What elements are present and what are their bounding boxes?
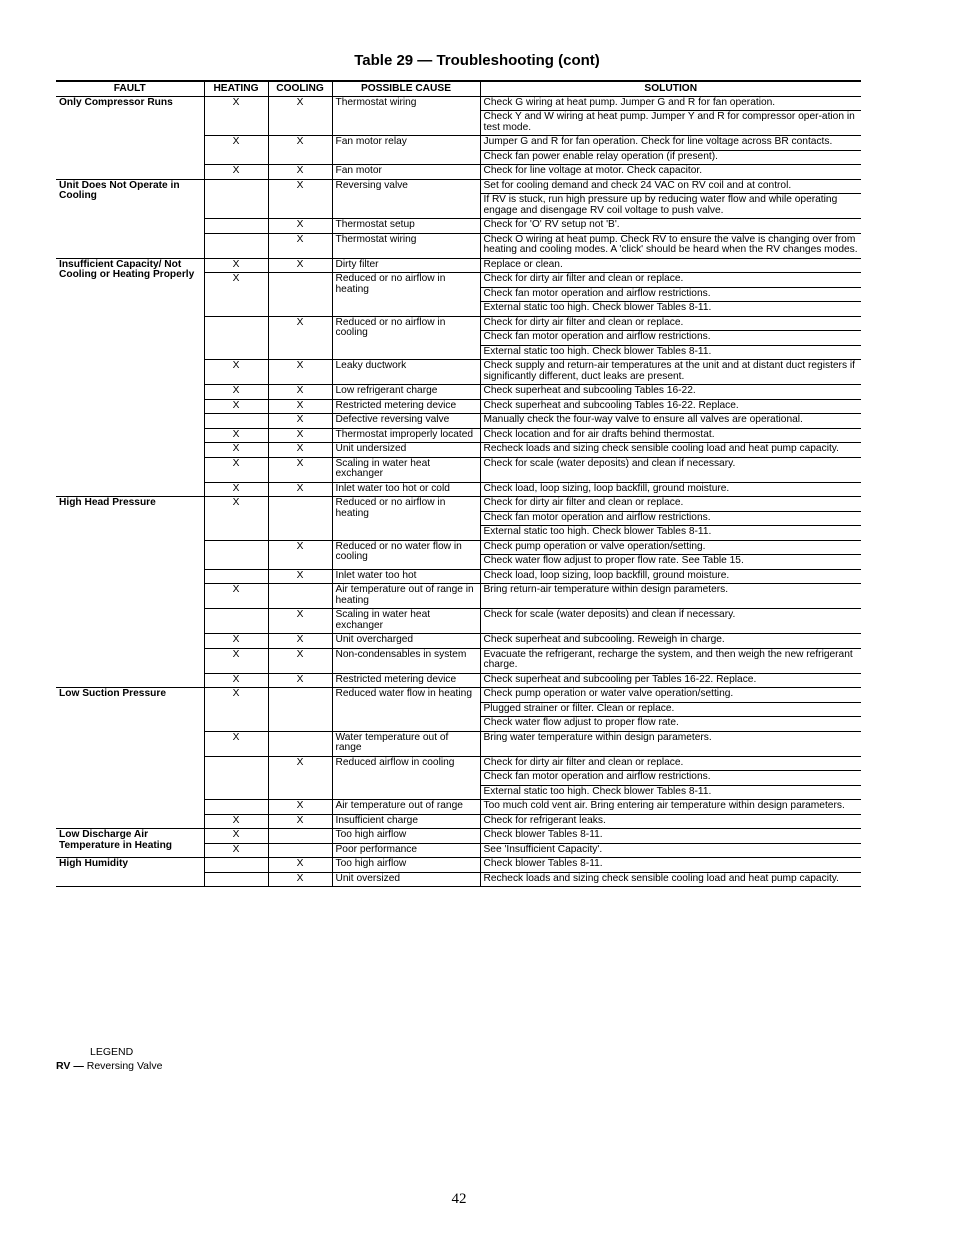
cooling-mark: X xyxy=(268,219,332,234)
possible-cause-cell: Scaling in water heat exchanger xyxy=(332,457,480,482)
table-row xyxy=(56,858,861,873)
legend-title: LEGEND xyxy=(90,1046,134,1058)
heating-mark: X xyxy=(204,584,268,609)
solution-cell: External static too high. Check blower Tables 8-11. xyxy=(480,785,861,800)
solution-cell: Evacuate the refrigerant, recharge the system, and then weigh the new refrigerant charge. xyxy=(480,648,861,673)
possible-cause-cell: Defective reversing valve xyxy=(332,414,480,429)
possible-cause-cell: Dirty filter xyxy=(332,258,480,273)
possible-cause-cell: Air temperature out of range in heating xyxy=(332,584,480,609)
table-header-row xyxy=(56,81,861,96)
cooling-mark: X xyxy=(268,457,332,482)
solution-cell: Check Y and W wiring at heat pump. Jumper Y and R for compressor oper-ation in test mode. xyxy=(480,111,861,136)
solution-cell: Jumper G and R for fan operation. Check for line voltage across BR contacts. xyxy=(480,136,861,151)
heating-mark: X xyxy=(204,457,268,482)
cooling-mark: X xyxy=(268,360,332,385)
cooling-mark: X xyxy=(268,673,332,688)
solution-cell: Check for dirty air filter and clean or replace. xyxy=(480,497,861,512)
possible-cause-cell: Poor performance xyxy=(332,843,480,858)
possible-cause-cell: Unit undersized xyxy=(332,443,480,458)
header-heating: HEATING xyxy=(204,81,268,96)
solution-cell: Check blower Tables 8-11. xyxy=(480,858,861,873)
fault-cell: Low Suction Pressure xyxy=(56,688,204,829)
heating-mark xyxy=(204,800,268,815)
cooling-mark xyxy=(268,497,332,541)
heating-mark: X xyxy=(204,497,268,541)
cooling-mark: X xyxy=(268,233,332,258)
solution-cell: Check load, loop sizing, loop backfill, ground moisture. xyxy=(480,482,861,497)
heating-mark xyxy=(204,233,268,258)
heating-mark: X xyxy=(204,688,268,732)
possible-cause-cell: Non-condensables in system xyxy=(332,648,480,673)
cooling-mark: X xyxy=(268,756,332,800)
solution-cell: Bring water temperature within design parameters. xyxy=(480,731,861,756)
solution-cell: Recheck loads and sizing check sensible cooling load and heat pump capacity. xyxy=(480,443,861,458)
heating-mark xyxy=(204,872,268,887)
possible-cause-cell: Restricted metering device xyxy=(332,399,480,414)
heating-mark: X xyxy=(204,731,268,756)
heating-mark: X xyxy=(204,385,268,400)
heating-mark: X xyxy=(204,634,268,649)
heating-mark: X xyxy=(204,360,268,385)
solution-cell: Check for dirty air filter and clean or replace. xyxy=(480,316,861,331)
solution-cell: Check superheat and subcooling Tables 16-22. xyxy=(480,385,861,400)
heating-mark: X xyxy=(204,814,268,829)
possible-cause-cell: Thermostat improperly located xyxy=(332,428,480,443)
solution-cell: Check for dirty air filter and clean or replace. xyxy=(480,756,861,771)
table-body xyxy=(56,96,861,887)
fault-cell: Unit Does Not Operate in Cooling xyxy=(56,179,204,258)
fault-cell: Low Discharge Air Temperature in Heating xyxy=(56,829,204,858)
cooling-mark: X xyxy=(268,316,332,360)
solution-cell: Check fan motor operation and airflow restrictions. xyxy=(480,331,861,346)
heating-mark: X xyxy=(204,165,268,180)
solution-cell: Check fan power enable relay operation (if present). xyxy=(480,150,861,165)
solution-cell: Check load, loop sizing, loop backfill, ground moisture. xyxy=(480,569,861,584)
solution-cell: If RV is stuck, run high pressure up by reducing water flow and while operating engage and disengage RV coil voltage to push valve. xyxy=(480,194,861,219)
cooling-mark: X xyxy=(268,609,332,634)
table-row xyxy=(56,688,861,703)
possible-cause-cell: Thermostat setup xyxy=(332,219,480,234)
cooling-mark xyxy=(268,843,332,858)
fault-cell: High Head Pressure xyxy=(56,497,204,688)
heating-mark xyxy=(204,540,268,569)
possible-cause-cell: Fan motor relay xyxy=(332,136,480,165)
cooling-mark: X xyxy=(268,258,332,273)
cooling-mark: X xyxy=(268,569,332,584)
solution-cell: Check fan motor operation and airflow restrictions. xyxy=(480,771,861,786)
heating-mark: X xyxy=(204,482,268,497)
solution-cell: Check location and for air drafts behind thermostat. xyxy=(480,428,861,443)
table-row xyxy=(56,497,861,512)
legend xyxy=(56,1045,162,1073)
solution-cell: Check water flow adjust to proper flow rate. xyxy=(480,717,861,732)
solution-cell: Check G wiring at heat pump. Jumper G and R for fan operation. xyxy=(480,96,861,111)
possible-cause-cell: Too high airflow xyxy=(332,829,480,844)
heating-mark: X xyxy=(204,443,268,458)
solution-cell: Check superheat and subcooling Tables 16-22. Replace. xyxy=(480,399,861,414)
possible-cause-cell: Air temperature out of range xyxy=(332,800,480,815)
cooling-mark: X xyxy=(268,858,332,873)
fault-cell: High Humidity xyxy=(56,858,204,887)
solution-cell: Check for scale (water deposits) and clean if necessary. xyxy=(480,457,861,482)
cooling-mark: X xyxy=(268,800,332,815)
solution-cell: External static too high. Check blower Tables 8-11. xyxy=(480,302,861,317)
solution-cell: External static too high. Check blower Tables 8-11. xyxy=(480,345,861,360)
cooling-mark: X xyxy=(268,648,332,673)
possible-cause-cell: Water temperature out of range xyxy=(332,731,480,756)
possible-cause-cell: Reduced or no airflow in heating xyxy=(332,273,480,317)
possible-cause-cell: Reversing valve xyxy=(332,179,480,219)
cooling-mark: X xyxy=(268,399,332,414)
possible-cause-cell: Too high airflow xyxy=(332,858,480,873)
cooling-mark: X xyxy=(268,443,332,458)
possible-cause-cell: Unit overcharged xyxy=(332,634,480,649)
possible-cause-cell: Reduced airflow in cooling xyxy=(332,756,480,800)
fault-cell: Insufficient Capacity/ Not Cooling or Heating Properly xyxy=(56,258,204,497)
possible-cause-cell: Reduced or no water flow in cooling xyxy=(332,540,480,569)
solution-cell: Check for scale (water deposits) and clean if necessary. xyxy=(480,609,861,634)
heating-mark xyxy=(204,569,268,584)
cooling-mark: X xyxy=(268,96,332,136)
solution-cell: See 'Insufficient Capacity'. xyxy=(480,843,861,858)
heating-mark: X xyxy=(204,96,268,136)
cooling-mark: X xyxy=(268,540,332,569)
heating-mark xyxy=(204,219,268,234)
legend-meaning: Reversing Valve xyxy=(86,1060,163,1072)
heating-mark xyxy=(204,179,268,219)
solution-cell: Check blower Tables 8-11. xyxy=(480,829,861,844)
possible-cause-cell: Thermostat wiring xyxy=(332,233,480,258)
solution-cell: Check for 'O' RV setup not 'B'. xyxy=(480,219,861,234)
solution-cell: Set for cooling demand and check 24 VAC on RV coil and at control. xyxy=(480,179,861,194)
cooling-mark: X xyxy=(268,814,332,829)
possible-cause-cell: Reduced or no airflow in cooling xyxy=(332,316,480,360)
solution-cell: Check superheat and subcooling per Tables 16-22. Replace. xyxy=(480,673,861,688)
legend-entry xyxy=(56,1059,162,1073)
possible-cause-cell: Restricted metering device xyxy=(332,673,480,688)
heating-mark xyxy=(204,316,268,360)
solution-cell: Check pump operation or water valve operation/setting. xyxy=(480,688,861,703)
heating-mark xyxy=(204,414,268,429)
header-fault: FAULT xyxy=(56,81,204,96)
solution-cell: Bring return-air temperature within design parameters. xyxy=(480,584,861,609)
solution-cell: Check for refrigerant leaks. xyxy=(480,814,861,829)
possible-cause-cell: Low refrigerant charge xyxy=(332,385,480,400)
cooling-mark xyxy=(268,829,332,844)
solution-cell: Check fan motor operation and airflow restrictions. xyxy=(480,511,861,526)
possible-cause-cell: Unit oversized xyxy=(332,872,480,887)
possible-cause-cell: Scaling in water heat exchanger xyxy=(332,609,480,634)
table-title: Table 29 — Troubleshooting (cont) xyxy=(354,52,600,69)
heating-mark: X xyxy=(204,428,268,443)
table-row xyxy=(56,179,861,194)
heating-mark: X xyxy=(204,843,268,858)
solution-cell: Plugged strainer or filter. Clean or replace. xyxy=(480,702,861,717)
heating-mark: X xyxy=(204,273,268,317)
heating-mark: X xyxy=(204,136,268,165)
solution-cell: External static too high. Check blower Tables 8-11. xyxy=(480,526,861,541)
cooling-mark xyxy=(268,688,332,732)
solution-cell: Check superheat and subcooling. Reweigh in charge. xyxy=(480,634,861,649)
header-solution: SOLUTION xyxy=(480,81,861,96)
possible-cause-cell: Thermostat wiring xyxy=(332,96,480,136)
cooling-mark: X xyxy=(268,165,332,180)
solution-cell: Replace or clean. xyxy=(480,258,861,273)
cooling-mark: X xyxy=(268,414,332,429)
heating-mark xyxy=(204,609,268,634)
cooling-mark: X xyxy=(268,428,332,443)
cooling-mark: X xyxy=(268,136,332,165)
fault-cell: Only Compressor Runs xyxy=(56,96,204,179)
solution-cell: Check fan motor operation and airflow restrictions. xyxy=(480,287,861,302)
cooling-mark: X xyxy=(268,872,332,887)
cooling-mark xyxy=(268,731,332,756)
solution-cell: Check supply and return-air temperatures at the unit and at distant duct registers if significantly different, duct leaks are present. xyxy=(480,360,861,385)
solution-cell: Manually check the four-way valve to ensure all valves are operational. xyxy=(480,414,861,429)
table-row xyxy=(56,829,861,844)
heating-mark xyxy=(204,858,268,873)
cooling-mark xyxy=(268,584,332,609)
cooling-mark: X xyxy=(268,634,332,649)
solution-cell: Check O wiring at heat pump. Check RV to ensure the valve is changing over from heating and cooling modes. A 'click' should be heard when the RV changes modes. xyxy=(480,233,861,258)
heating-mark: X xyxy=(204,673,268,688)
solution-cell: Check for line voltage at motor. Check capacitor. xyxy=(480,165,861,180)
solution-cell: Too much cold vent air. Bring entering air temperature within design parameters. xyxy=(480,800,861,815)
heating-mark xyxy=(204,756,268,800)
heating-mark: X xyxy=(204,829,268,844)
possible-cause-cell: Insufficient charge xyxy=(332,814,480,829)
page-number: 42 xyxy=(451,1191,467,1207)
troubleshooting-table xyxy=(56,80,861,887)
cooling-mark: X xyxy=(268,179,332,219)
heating-mark: X xyxy=(204,648,268,673)
solution-cell: Check water flow adjust to proper flow rate. See Table 15. xyxy=(480,555,861,570)
cooling-mark: X xyxy=(268,385,332,400)
table-row xyxy=(56,258,861,273)
solution-cell: Check for dirty air filter and clean or replace. xyxy=(480,273,861,288)
table-row xyxy=(56,96,861,111)
cooling-mark: X xyxy=(268,482,332,497)
heating-mark: X xyxy=(204,399,268,414)
header-possible-cause: POSSIBLE CAUSE xyxy=(332,81,480,96)
solution-cell: Check pump operation or valve operation/setting. xyxy=(480,540,861,555)
possible-cause-cell: Fan motor xyxy=(332,165,480,180)
header-cooling: COOLING xyxy=(268,81,332,96)
possible-cause-cell: Reduced or no airflow in heating xyxy=(332,497,480,541)
heating-mark: X xyxy=(204,258,268,273)
possible-cause-cell: Reduced water flow in heating xyxy=(332,688,480,732)
possible-cause-cell: Inlet water too hot xyxy=(332,569,480,584)
possible-cause-cell: Leaky ductwork xyxy=(332,360,480,385)
solution-cell: Recheck loads and sizing check sensible cooling load and heat pump capacity. xyxy=(480,872,861,887)
possible-cause-cell: Inlet water too hot or cold xyxy=(332,482,480,497)
cooling-mark xyxy=(268,273,332,317)
legend-abbr: RV — xyxy=(56,1060,84,1072)
